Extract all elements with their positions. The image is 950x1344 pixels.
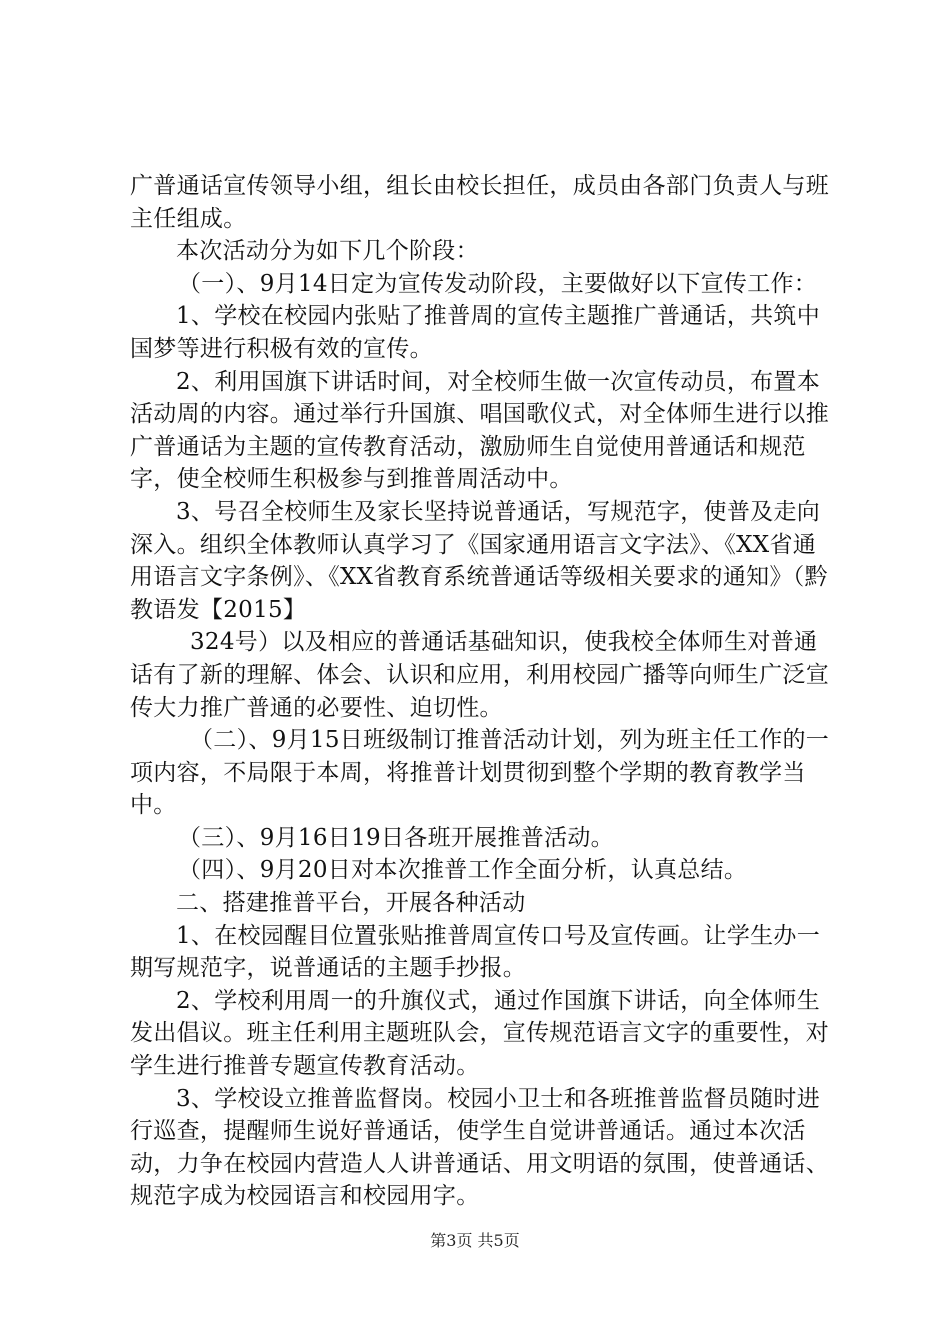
page-footer xyxy=(0,1228,950,1251)
paragraph-2: 本次活动分为如下几个阶段： xyxy=(176,238,479,265)
paragraph-10: （四）、9月20日对本次推普工作全面分析，认真总结。 xyxy=(178,857,748,884)
paragraph-4: 1、学校在校园内张贴了推普周的宣传主题推广普通话，共筑中国梦等进行积极有效的宣传。 xyxy=(130,303,821,362)
paragraph-8: （二）、9月15日班级制订推普活动计划，列为班主任工作的一项内容，不局限于本周，将推普计划贯彻到整个学期的教育教学当中。 xyxy=(130,727,830,819)
paragraph-3: （一）、9月14日定为宣传发动阶段，主要做好以下宣传工作： xyxy=(178,270,818,297)
paragraph-12: 1、在校园醒目位置张贴推普周宣传口号及宣传画。让学生办一期写规范字，说普通话的主题手抄报。 xyxy=(130,922,821,982)
paragraph-1: 广普通话宣传领导小组，组长由校长担任，成员由各部门负责人与班主任组成。 xyxy=(130,173,829,232)
paragraph-13: 2、学校利用周一的升旗仪式，通过作国旗下讲话，向全体师生发出倡议。班主任利用主题班队会，宣传规范语言文字的重要性，对学生进行推普专题宣传教育活动。 xyxy=(130,987,829,1080)
paragraph-5: 2、利用国旗下讲话时间，对全校师生做一次宣传动员，布置本活动周的内容。通过举行升国旗、唱国歌仪式，对全体师生进行以推广普通话为主题的宣传教育活动，激励师生自觉使用普通话和规范字，使全校师生积极参与到推普周活动中。 xyxy=(130,368,829,493)
page-number-label: 第3页 共5页 xyxy=(430,1231,520,1250)
section-heading: 二、搭建推普平台，开展各种活动 xyxy=(176,890,526,917)
paragraph-6: 3、号召全校师生及家长坚持说普通话，写规范字，使普及走向深入。组织全体教师认真学习了《国家通用语言文字法》、《XX省通用语言文字条例》、《XX省教育系统普通话等级相关要求的通知》（黔教语发【2015】 xyxy=(130,498,828,623)
paragraph-9: （三）、9月16日19日各班开展推普活动。 xyxy=(178,824,614,851)
paragraph-14: 3、学校设立推普监督岗。校园小卫士和各班推普监督员随时进行巡查，提醒师生说好普通话，使学生自觉讲普通话。通过本次活动，力争在校园内营造人人讲普通话、用文明语的氛围，使普通话、规范字成为校园语言和校园用字。 xyxy=(130,1085,829,1210)
paragraph-7: 324号）以及相应的普通话基础知识，使我校全体师生对普通话有了新的理解、体会、认识和应用，利用校园广播等向师生广泛宣传大力推广普通的必要性、迫切性。 xyxy=(130,629,829,721)
document-body xyxy=(130,170,830,1213)
